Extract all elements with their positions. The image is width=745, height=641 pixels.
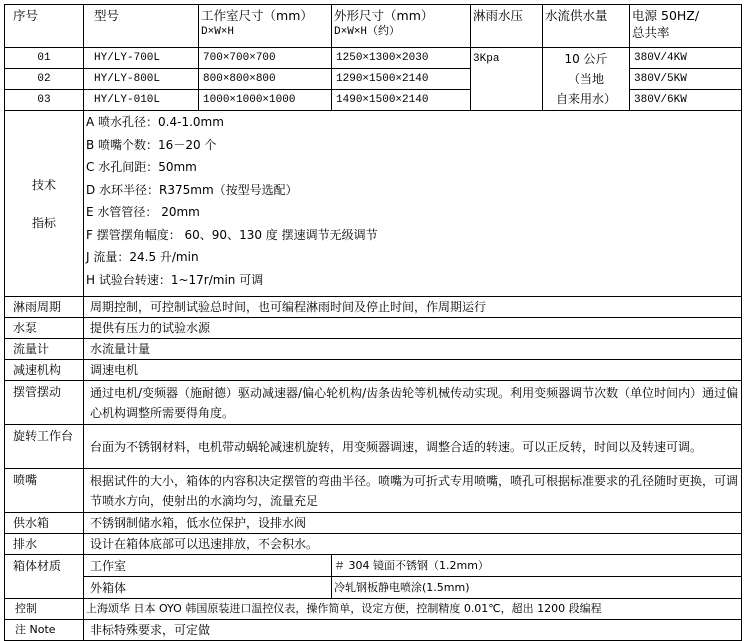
tech-line: A 喷水孔径：0.4-1.0mm bbox=[86, 115, 224, 129]
row-outer: 1290×1500×2140 bbox=[332, 69, 471, 90]
row-power: 380V/4KW bbox=[630, 48, 742, 69]
box-inner-text: ＃ 304 镜面不锈钢（1.2mm） bbox=[332, 555, 742, 577]
spec-label: 淋雨周期 bbox=[5, 297, 84, 318]
table-row bbox=[5, 620, 742, 641]
header-pressure: 淋雨水压 bbox=[471, 5, 543, 48]
water-value bbox=[543, 48, 630, 111]
spec-text: 调速电机 bbox=[84, 360, 742, 381]
tech-line: E 水管管径： 20mm bbox=[86, 205, 200, 219]
table-row bbox=[5, 425, 742, 469]
control-text: 上海颂华 日本 OYO 韩国原装进口温控仪表，操作简单，设定方便，控制精度 0.01℃，超出 1200 段编程 bbox=[84, 599, 742, 620]
tech-specs bbox=[84, 111, 742, 297]
table-row bbox=[5, 48, 742, 69]
box-inner-label: 工作室 bbox=[84, 555, 332, 577]
spec-text: 根据试件的大小，箱体的内容积决定摆管的弯曲半径。喷嘴为可折式专用喷嘴，喷孔可根据标准要求的孔径随时更换，可调节喷水方向，使射出的水滴均匀，流量充足 bbox=[84, 469, 742, 513]
header-model: 型号 bbox=[84, 5, 199, 48]
spec-label: 喷嘴 bbox=[5, 469, 84, 513]
spec-label: 水泵 bbox=[5, 318, 84, 339]
table-row bbox=[5, 90, 742, 111]
header-power-label: 电源 50HZ/ bbox=[632, 8, 700, 23]
row-inner: 1000×1000×1000 bbox=[199, 90, 332, 111]
header-outer-size-label: 外形尺寸（mm） bbox=[334, 8, 434, 23]
header-inner-size-label: 工作室尺寸（mm） bbox=[201, 8, 313, 23]
spec-label: 旋转工作台 bbox=[5, 425, 84, 469]
row-no: 02 bbox=[5, 69, 84, 90]
note-label: 注 Note bbox=[5, 620, 84, 641]
tech-line: J 流量：24.5 升/min bbox=[86, 250, 199, 264]
spec-table bbox=[4, 4, 742, 641]
table-row bbox=[5, 555, 742, 577]
header-outer-size bbox=[332, 5, 471, 48]
tech-label-2: 指标 bbox=[31, 215, 56, 230]
table-row bbox=[5, 69, 742, 90]
spec-label: 减速机构 bbox=[5, 360, 84, 381]
spec-text: 台面为不锈钢材料，电机带动蜗轮减速机旋转，用变频器调速，调整合适的转速。可以正反转，时间以及转速可调。 bbox=[84, 425, 742, 469]
table-row bbox=[5, 381, 742, 425]
tech-line: D 水环半径：R375mm（按型号选配） bbox=[86, 182, 298, 197]
spec-text: 通过电机/变频器（施耐德）驱动减速器/偏心轮机构/齿条齿轮等机械传动实现。利用变频器调节次数（单位时间内）通过偏心机构调整所需要得角度。 bbox=[84, 381, 742, 425]
row-power: 380V/5KW bbox=[630, 69, 742, 90]
tech-line: F 摆管摆角幅度： 60、90、130 度 摆速调节无级调节 bbox=[86, 227, 378, 242]
header-inner-dims: D×W×H bbox=[201, 26, 235, 38]
box-label: 箱体材质 bbox=[5, 555, 84, 599]
water-value-line-3: 自来用水） bbox=[556, 92, 617, 106]
water-value-line-1: 10 公斤 bbox=[564, 52, 608, 66]
table-row bbox=[5, 534, 742, 555]
row-outer: 1250×1300×2030 bbox=[332, 48, 471, 69]
table-row bbox=[5, 360, 742, 381]
table-row bbox=[5, 339, 742, 360]
row-power: 380V/6KW bbox=[630, 90, 742, 111]
spec-label: 摆管摆动 bbox=[5, 381, 84, 425]
tech-line: H 试验台转速：1~17r/min 可调 bbox=[86, 272, 264, 287]
row-outer: 1490×1500×2140 bbox=[332, 90, 471, 111]
row-model: HY/LY-700L bbox=[84, 48, 199, 69]
header-power bbox=[630, 5, 742, 48]
spec-label: 供水箱 bbox=[5, 513, 84, 534]
table-row bbox=[5, 469, 742, 513]
water-value-line-2: （当地 bbox=[568, 72, 605, 86]
spec-text: 水流量计量 bbox=[84, 339, 742, 360]
header-outer-dims: D×W×H（约） bbox=[334, 26, 401, 38]
control-label: 控制 bbox=[5, 599, 84, 620]
box-outer-text: 冷轧钢板静电喷涂(1.5mm) bbox=[332, 577, 742, 599]
table-row bbox=[5, 513, 742, 534]
header-water: 水流供水量 bbox=[543, 5, 630, 48]
table-row bbox=[5, 599, 742, 620]
row-no: 01 bbox=[5, 48, 84, 69]
tech-line: B 喷嘴个数：16－20 个 bbox=[86, 137, 217, 152]
tech-label-1: 技术 bbox=[31, 177, 56, 192]
row-no: 03 bbox=[5, 90, 84, 111]
header-inner-size bbox=[199, 5, 332, 48]
note-text: 非标特殊要求，可定做 bbox=[84, 620, 742, 641]
tech-line: C 水孔间距：50mm bbox=[86, 160, 197, 174]
box-outer-label: 外箱体 bbox=[84, 577, 332, 599]
table-row bbox=[5, 318, 742, 339]
tech-label bbox=[5, 111, 84, 297]
table-row bbox=[5, 297, 742, 318]
row-model: HY/LY-010L bbox=[84, 90, 199, 111]
pressure-value: 3Kpa bbox=[471, 48, 543, 111]
spec-label: 流量计 bbox=[5, 339, 84, 360]
row-model: HY/LY-800L bbox=[84, 69, 199, 90]
spec-text: 不锈钢制储水箱，低水位保护，设排水阀 bbox=[84, 513, 742, 534]
spec-label: 排水 bbox=[5, 534, 84, 555]
header-no: 序号 bbox=[5, 5, 84, 48]
header-power-label-2: 总共率 bbox=[632, 25, 670, 40]
spec-text: 设计在箱体底部可以迅速排放，不会积水。 bbox=[84, 534, 742, 555]
spec-text: 周期控制，可控制试验总时间，也可编程淋雨时间及停止时间，作周期运行 bbox=[84, 297, 742, 318]
row-inner: 800×800×800 bbox=[199, 69, 332, 90]
table-row bbox=[5, 577, 742, 599]
spec-text: 提供有压力的试验水源 bbox=[84, 318, 742, 339]
row-inner: 700×700×700 bbox=[199, 48, 332, 69]
